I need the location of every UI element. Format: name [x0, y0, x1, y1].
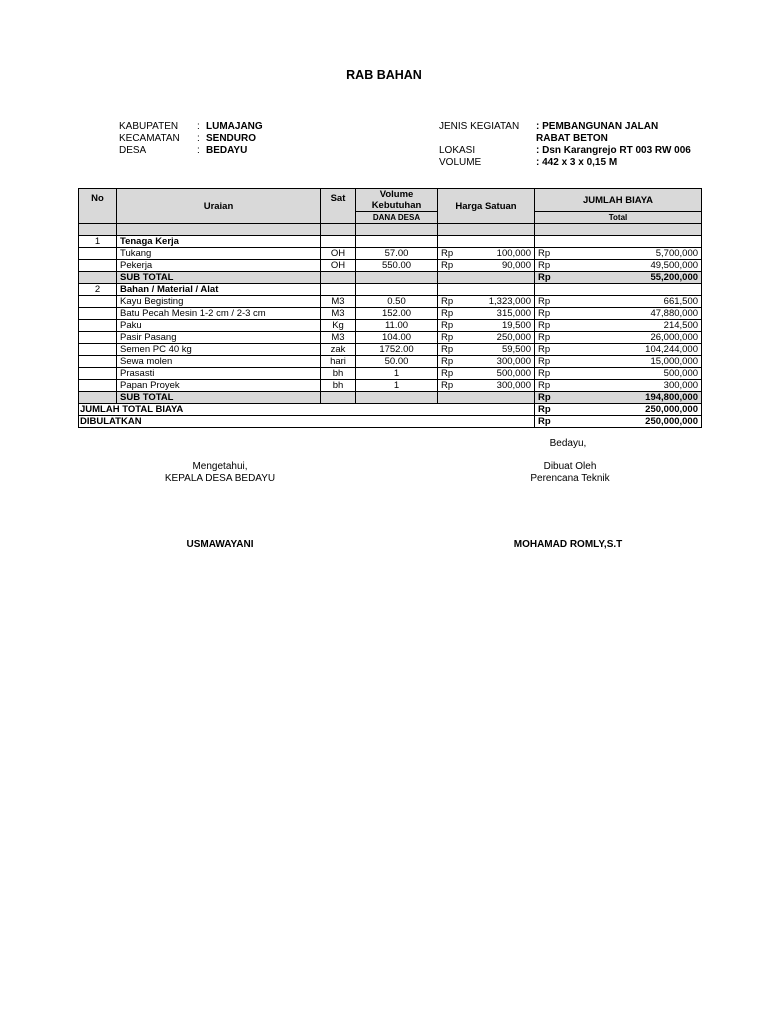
- header-row-jenis-kegiatan-cont: [439, 133, 701, 145]
- item-jumlah: 5,700,000: [563, 248, 702, 260]
- currency-label: Rp: [535, 392, 563, 404]
- currency-label: Rp: [535, 308, 563, 320]
- header-value: LUMAJANG: [206, 121, 263, 132]
- header-no: No: [79, 189, 117, 224]
- currency-label: Rp: [438, 380, 466, 392]
- currency-label: Rp: [535, 260, 563, 272]
- item-jumlah: 214,500: [563, 320, 702, 332]
- empty-cell: [466, 236, 535, 248]
- currency-label: Rp: [438, 248, 466, 260]
- empty-cell: [321, 236, 356, 248]
- item-harga: 90,000: [466, 260, 535, 272]
- section-no: 2: [79, 284, 117, 296]
- no-cell: [79, 356, 117, 368]
- signature-left-name: USMAWAYANI: [186, 539, 254, 550]
- signature-right: [490, 461, 650, 485]
- currency-label: Rp: [535, 320, 563, 332]
- table-row: [79, 344, 702, 356]
- no-cell: [79, 296, 117, 308]
- item-sat: zak: [321, 344, 356, 356]
- empty-cell: [356, 392, 438, 404]
- header-colon: :: [197, 121, 200, 132]
- item-volume: 152.00: [356, 308, 438, 320]
- header-row-kabupaten: [119, 121, 319, 133]
- item-sat: bh: [321, 368, 356, 380]
- table-row: [79, 356, 702, 368]
- item-volume: 104.00: [356, 332, 438, 344]
- header-total: Total: [535, 212, 702, 224]
- item-volume: 1752.00: [356, 344, 438, 356]
- empty-cell: [438, 284, 466, 296]
- rounded-value: 250,000,000: [563, 416, 702, 428]
- header-label: KABUPATEN: [119, 121, 179, 132]
- item-sat: M3: [321, 296, 356, 308]
- item-sat: OH: [321, 248, 356, 260]
- header-label: JENIS KEGIATAN: [439, 121, 520, 132]
- item-volume: 0.50: [356, 296, 438, 308]
- currency-label: Rp: [535, 296, 563, 308]
- no-cell: [79, 332, 117, 344]
- currency-label: Rp: [438, 296, 466, 308]
- spacer-cell: [117, 224, 321, 236]
- header-row-jenis-kegiatan: [439, 121, 701, 133]
- item-sat: hari: [321, 356, 356, 368]
- empty-cell: [321, 272, 356, 284]
- no-cell: [79, 344, 117, 356]
- subtotal-value: 194,800,000: [563, 392, 702, 404]
- signature-right-line1: Dibuat Oleh: [543, 461, 597, 472]
- item-uraian: Pasir Pasang: [117, 332, 321, 344]
- empty-cell: [356, 284, 438, 296]
- no-cell: [79, 248, 117, 260]
- item-harga: 500,000: [466, 368, 535, 380]
- item-harga: 300,000: [466, 380, 535, 392]
- header-label: LOKASI: [439, 145, 476, 156]
- item-uraian: Tukang: [117, 248, 321, 260]
- header-info-right: [439, 121, 701, 169]
- currency-label: Rp: [438, 308, 466, 320]
- empty-cell: [356, 272, 438, 284]
- currency-label: Rp: [535, 404, 563, 416]
- header-sat: Sat: [321, 189, 356, 224]
- header-uraian: Uraian: [117, 189, 321, 224]
- table-spacer-row: [79, 224, 702, 236]
- table-row: [79, 248, 702, 260]
- header-harga: Harga Satuan: [438, 189, 535, 224]
- no-cell: [79, 260, 117, 272]
- spacer-cell: [535, 224, 702, 236]
- item-volume: 550.00: [356, 260, 438, 272]
- header-value: SENDURO: [206, 133, 257, 144]
- spacer-cell: [79, 224, 117, 236]
- item-sat: M3: [321, 308, 356, 320]
- item-jumlah: 300,000: [563, 380, 702, 392]
- header-jumlah: JUMLAH BIAYA: [535, 189, 702, 212]
- item-volume: 11.00: [356, 320, 438, 332]
- subtotal-value: 55,200,000: [563, 272, 702, 284]
- item-harga: 300,000: [466, 356, 535, 368]
- header-info-left: [119, 121, 319, 157]
- header-value: BEDAYU: [206, 145, 248, 156]
- empty-cell: [466, 392, 535, 404]
- total-label: JUMLAH TOTAL BIAYA: [79, 404, 535, 416]
- signature-left-line1: Mengetahui,: [192, 461, 248, 472]
- table-row: [79, 296, 702, 308]
- signature-right-name: MOHAMAD ROMLY,S.T: [513, 539, 623, 550]
- total-value: 250,000,000: [563, 404, 702, 416]
- signature-left: [140, 461, 300, 485]
- no-cell: [79, 368, 117, 380]
- rab-table: [78, 188, 702, 428]
- section-name: Bahan / Material / Alat: [117, 284, 321, 296]
- no-cell: [79, 392, 117, 404]
- item-sat: M3: [321, 332, 356, 344]
- item-harga: 19,500: [466, 320, 535, 332]
- item-volume: 1: [356, 380, 438, 392]
- table-row: [79, 320, 702, 332]
- section-name: Tenaga Kerja: [117, 236, 321, 248]
- spacer-cell: [321, 224, 356, 236]
- currency-label: Rp: [535, 248, 563, 260]
- item-jumlah: 104,244,000: [563, 344, 702, 356]
- currency-label: Rp: [535, 344, 563, 356]
- currency-label: Rp: [535, 380, 563, 392]
- item-jumlah: 26,000,000: [563, 332, 702, 344]
- header-colon: :: [197, 145, 200, 156]
- currency-label: Rp: [535, 416, 563, 428]
- item-harga: 59,500: [466, 344, 535, 356]
- no-cell: [79, 308, 117, 320]
- item-uraian: Papan Proyek: [117, 380, 321, 392]
- spacer-cell: [356, 224, 438, 236]
- item-harga: 315,000: [466, 308, 535, 320]
- header-dana-desa: DANA DESA: [356, 212, 438, 224]
- empty-cell: [563, 236, 702, 248]
- item-jumlah: 661,500: [563, 296, 702, 308]
- document-title: RAB BAHAN: [346, 68, 422, 82]
- empty-cell: [321, 284, 356, 296]
- item-harga: 100,000: [466, 248, 535, 260]
- no-cell: [79, 320, 117, 332]
- subtotal-row: [79, 392, 702, 404]
- no-cell: [79, 380, 117, 392]
- empty-cell: [466, 284, 535, 296]
- empty-cell: [356, 236, 438, 248]
- table-row: [79, 380, 702, 392]
- header-value: : PEMBANGUNAN JALAN: [536, 121, 659, 132]
- item-volume: 57.00: [356, 248, 438, 260]
- signature-right-line2: Perencana Teknik: [530, 473, 610, 484]
- item-uraian: Sewa molen: [117, 356, 321, 368]
- place-date: Bedayu,: [549, 438, 587, 449]
- spacer-cell: [438, 224, 535, 236]
- currency-label: Rp: [438, 332, 466, 344]
- subtotal-label: SUB TOTAL: [117, 272, 321, 284]
- empty-cell: [438, 392, 466, 404]
- table-header-row: [79, 189, 702, 212]
- item-uraian: Paku: [117, 320, 321, 332]
- currency-label: Rp: [438, 320, 466, 332]
- item-volume: 1: [356, 368, 438, 380]
- header-value: RABAT BETON: [536, 133, 608, 144]
- currency-label: Rp: [438, 368, 466, 380]
- item-volume: 50.00: [356, 356, 438, 368]
- empty-cell: [321, 392, 356, 404]
- item-harga: 1,323,000: [466, 296, 535, 308]
- header-row-kecamatan: [119, 133, 319, 145]
- item-jumlah: 49,500,000: [563, 260, 702, 272]
- empty-cell: [535, 236, 563, 248]
- subtotal-label: SUB TOTAL: [117, 392, 321, 404]
- currency-label: Rp: [535, 332, 563, 344]
- header-row-volume: [439, 157, 701, 169]
- currency-label: Rp: [535, 272, 563, 284]
- item-sat: OH: [321, 260, 356, 272]
- header-colon: :: [197, 133, 200, 144]
- header-label: KECAMATAN: [119, 133, 180, 144]
- item-sat: bh: [321, 380, 356, 392]
- header-label: DESA: [119, 145, 147, 156]
- table-row: [79, 368, 702, 380]
- item-harga: 250,000: [466, 332, 535, 344]
- section-no: 1: [79, 236, 117, 248]
- empty-cell: [438, 272, 466, 284]
- total-row: [79, 404, 702, 416]
- table-row: [79, 308, 702, 320]
- header-value: : 442 x 3 x 0,15 M: [536, 157, 618, 168]
- item-uraian: Prasasti: [117, 368, 321, 380]
- empty-cell: [438, 236, 466, 248]
- item-jumlah: 47,880,000: [563, 308, 702, 320]
- header-label: VOLUME: [439, 157, 482, 168]
- item-uraian: Pekerja: [117, 260, 321, 272]
- empty-cell: [563, 284, 702, 296]
- currency-label: Rp: [535, 368, 563, 380]
- currency-label: Rp: [438, 344, 466, 356]
- table-row: [79, 332, 702, 344]
- item-uraian: Semen PC 40 kg: [117, 344, 321, 356]
- header-row-lokasi: [439, 145, 701, 157]
- currency-label: Rp: [438, 356, 466, 368]
- item-jumlah: 500,000: [563, 368, 702, 380]
- item-sat: Kg: [321, 320, 356, 332]
- item-uraian: Kayu Begisting: [117, 296, 321, 308]
- item-uraian: Batu Pecah Mesin 1-2 cm / 2-3 cm: [117, 308, 321, 320]
- section-row: [79, 284, 702, 296]
- rounded-row: [79, 416, 702, 428]
- header-volume: Volume Kebutuhan: [356, 189, 438, 212]
- section-row: [79, 236, 702, 248]
- subtotal-row: [79, 272, 702, 284]
- header-value: : Dsn Karangrejo RT 003 RW 006: [536, 145, 691, 156]
- currency-label: Rp: [535, 356, 563, 368]
- empty-cell: [466, 272, 535, 284]
- header-row-desa: [119, 145, 319, 157]
- table-row: [79, 260, 702, 272]
- no-cell: [79, 272, 117, 284]
- signature-left-line2: KEPALA DESA BEDAYU: [164, 473, 276, 484]
- rounded-label: DIBULATKAN: [79, 416, 535, 428]
- currency-label: Rp: [438, 260, 466, 272]
- item-jumlah: 15,000,000: [563, 356, 702, 368]
- empty-cell: [535, 284, 563, 296]
